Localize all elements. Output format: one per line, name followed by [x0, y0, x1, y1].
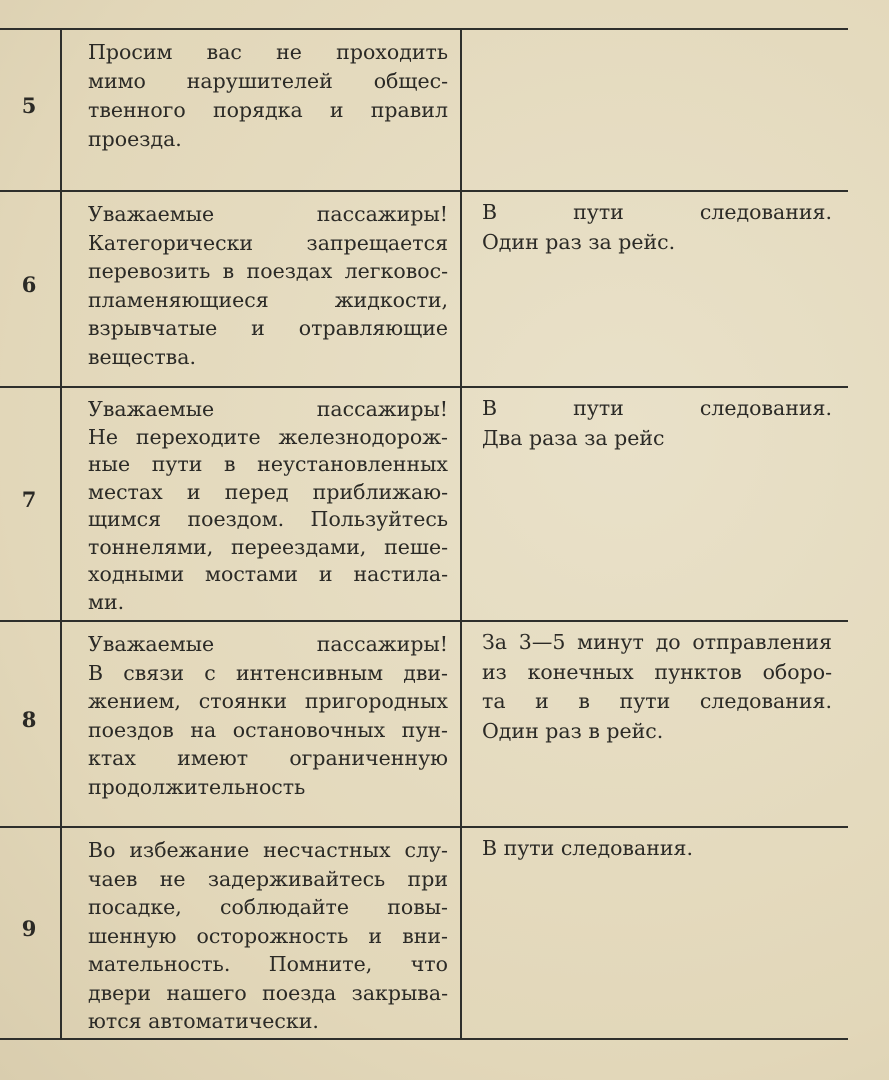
text-line: Не переходите железнодорож-	[88, 424, 448, 449]
text-line: В связи с интенсивным дви-	[88, 660, 448, 685]
text-line: Уважаемые пассажиры!	[88, 202, 448, 226]
schedule-line: та и в пути следования.	[482, 689, 832, 713]
schedule-line: Один раз за рейс.	[482, 229, 676, 254]
row-divider	[0, 190, 848, 192]
row-divider	[0, 1038, 848, 1040]
text-line: ются автоматически.	[88, 1009, 319, 1033]
row-number: 9	[21, 916, 37, 941]
text-line: проезда.	[88, 127, 182, 151]
text-line: вещества.	[88, 344, 196, 369]
text-line: Уважаемые пассажиры!	[88, 632, 448, 656]
schedule-line: В пути следования.	[482, 836, 693, 860]
announcement-text	[88, 200, 448, 371]
row-number: 6	[21, 272, 37, 297]
column-divider	[460, 28, 462, 1038]
broadcast-schedule	[482, 834, 832, 864]
schedule-line: из конечных пунктов оборо-	[482, 659, 832, 684]
schedule-line: В пути следования.	[482, 396, 832, 420]
schedule-line: В пути следования.	[482, 200, 832, 224]
row-divider	[0, 386, 848, 388]
broadcast-schedule	[482, 198, 832, 257]
column-divider	[60, 28, 62, 1038]
text-line: местах и перед приближаю-	[88, 479, 448, 504]
schedule-line: Один раз в рейс.	[482, 718, 664, 743]
text-line: чаев не задерживайтесь при	[88, 866, 448, 891]
text-line: перевозить в поездах легковос-	[88, 259, 448, 283]
text-line: жением, стоянки пригородных	[88, 689, 448, 713]
text-line: посадке, соблюдайте повы-	[88, 895, 448, 919]
announcement-text	[88, 836, 448, 1036]
text-line: Просим вас не проходить	[88, 40, 448, 64]
text-line: взрывчатые и отравляющие	[88, 316, 448, 340]
schedule-line: Два раза за рейс	[482, 425, 665, 450]
text-line: ные пути в неустановленных	[88, 452, 448, 476]
text-line: ходными мостами и настила-	[88, 562, 448, 586]
row-divider	[0, 28, 848, 30]
broadcast-schedule	[482, 394, 832, 453]
text-line: двери нашего поезда закрыва-	[88, 980, 448, 1005]
broadcast-schedule	[482, 628, 832, 746]
text-line: мимо нарушителей общес-	[88, 69, 448, 93]
schedule-line: За 3—5 минут до отправления	[482, 630, 832, 654]
text-line: тоннелями, переездами, пеше-	[88, 534, 448, 559]
text-line: щимся поездом. Пользуйтесь	[88, 507, 448, 531]
text-line: мательность. Помните, что	[88, 952, 448, 976]
announcement-text	[88, 38, 448, 154]
announcement-text	[88, 630, 448, 801]
text-line: Во избежание несчастных слу-	[88, 838, 448, 862]
row-number: 8	[21, 707, 37, 732]
row-divider	[0, 826, 848, 828]
text-line: ктах имеют ограниченную	[88, 746, 448, 770]
row-divider	[0, 620, 848, 622]
text-line: шенную осторожность и вни-	[88, 923, 448, 948]
text-line: твенного порядка и правил	[88, 98, 448, 122]
announcement-text	[88, 396, 448, 616]
text-line: ми.	[88, 589, 125, 614]
row-number: 5	[21, 93, 37, 118]
text-line: Категорически запрещается	[88, 230, 448, 255]
text-line: поездов на остановочных пун-	[88, 717, 448, 742]
text-line: пламеняющиеся жидкости,	[88, 287, 448, 312]
text-line: Уважаемые пассажиры!	[88, 397, 448, 421]
row-number: 7	[21, 487, 37, 512]
text-line: продолжительность	[88, 774, 306, 799]
